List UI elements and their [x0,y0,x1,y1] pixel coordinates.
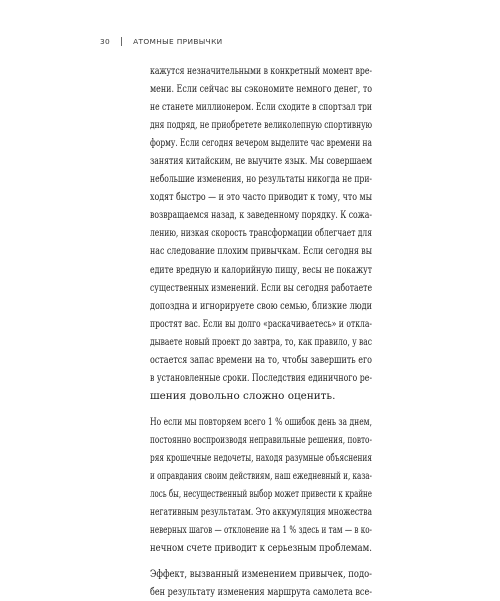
text-line: лось бы, несущественный выбор может привести к крайне [150,488,372,501]
text-line: остается запас времени на то, чтобы завершить его [150,353,372,366]
text-line: лению, низкая скорость трансформации облегчает для [150,227,372,240]
text-line: возвращаемся назад, к заведенному порядку. К сожа- [150,209,372,222]
header-divider [121,37,122,46]
text-line: кажутся незначительными в конкретный момент вре- [150,65,372,77]
text-line: существенных изменений. Если вы сегодня работаете [150,281,372,294]
body-text [150,62,372,601]
text-line: и оправдания своим действиям, наш ежедневный и, каза- [150,470,372,483]
paragraph-3 [150,565,372,601]
text-line: занятия китайским, не выучите язык. Мы совершаем [150,155,372,168]
text-line: небольшие изменения, но результаты никогда не при- [150,173,372,186]
text-line: мени. Если сейчас вы сэкономите немного денег, то [150,83,372,96]
text-line: в установленные сроки. Последствия единичного ре- [150,371,372,384]
text-line: Но если мы повторяем всего 1 % ошибок день за днем, [150,415,372,428]
text-line: не станете миллионером. Если сходите в спортзал три [150,101,372,114]
page-number: 30 [100,37,111,46]
text-line: негативным результатам. Это аккумуляция множества [150,506,372,519]
text-line: нас следование плохим привычкам. Если сегодня вы [150,245,372,258]
text-line: бен результату изменения маршрута самолета все- [150,586,372,599]
text-line: простят вас. Если вы долго «раскачиваетесь» и откла- [150,317,372,330]
text-line: ряя крошечные недочеты, находя разумные объяснения [150,451,372,464]
text-line: постоянно воспроизводя неправильные решения, повто- [150,433,372,446]
running-header [100,37,223,46]
chapter-title: АТОМНЫЕ ПРИВЫЧКИ [133,37,223,46]
text-line: форму. Если сегодня вечером выделите час времени на [150,137,372,150]
paragraph-1 [150,62,372,405]
text-line: дываете новый проект до завтра, то, как правило, у вас [150,335,372,348]
text-line: нечном счете приводит к серьезным проблемам. [150,542,372,555]
text-line: едите вредную и калорийную пищу, весы не покажут [150,263,372,276]
text-line: Эффект, вызванный изменением привычек, подо- [150,568,372,581]
paragraph-2 [150,413,372,557]
text-line: неверных шагов — отклонение на 1 % здесь и там — в ко- [150,524,372,537]
text-line: дня подряд, не приобретете великолепную спортивную [150,119,372,132]
text-line: шения довольно сложно оценить. [150,389,336,402]
text-line: ходят быстро — и это часто приводит к тому, что мы [150,191,372,204]
text-line: допоздна и игнорируете свою семью, близкие люди [150,299,372,312]
